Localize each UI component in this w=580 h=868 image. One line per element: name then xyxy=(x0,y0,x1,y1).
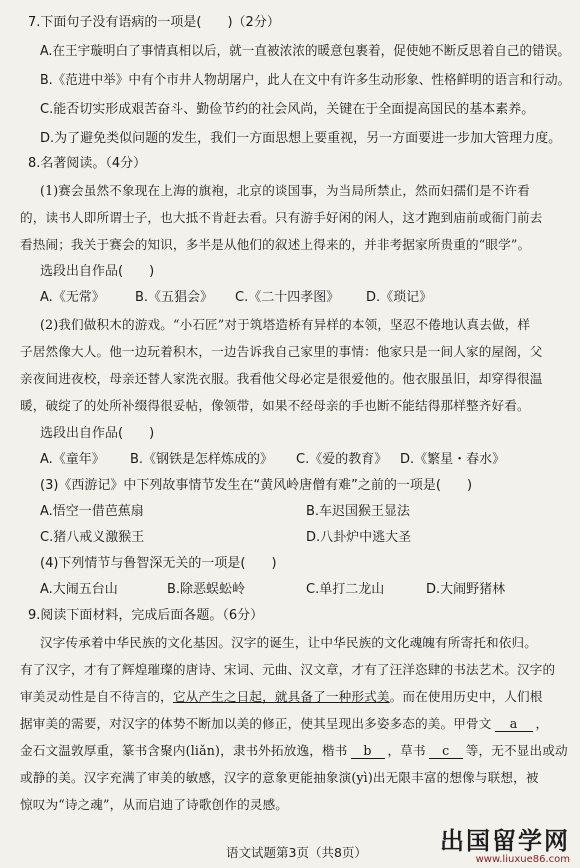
q8-part3-title: (3)《西游记》中下列故事情节发生在“黄风岭唐僧有难”之前的一项是( ) xyxy=(40,478,473,493)
q8-part4-title: (4)下列情节与鲁智深无关的一项是( ) xyxy=(40,556,277,571)
q9-text: 金石文温敦厚重，篆书含聚内(liǎn)，隶书外拓放逸，楷书 xyxy=(20,743,348,758)
q8-part1-option-c: C.《二十四孝图》 xyxy=(235,290,340,305)
q8-passage1-line: (1)赛会虽然不象现在上海的旗袍，北京的谈国事，为当局所禁止，然而妇孺们是不许看 xyxy=(40,183,530,198)
blank-a: a xyxy=(495,717,533,732)
q7-option-d: D.为了避免类似问题的发生，我们一方面思想上要重视，另一方面要进一步加大管理力度。 xyxy=(40,131,562,146)
blank-c: c xyxy=(429,744,463,759)
q8-part3-option-a: A.悟空一借芭蕉扇 xyxy=(40,504,144,519)
q8-part2-option-c: C.《爱的教育》 xyxy=(296,452,388,467)
q7-option-a: A.在王宇璇明白了事情真相以后，就一直被浓浓的暖意包裹着，促使她不断反思着自己的错误。 xyxy=(40,44,570,59)
blank-b: b xyxy=(351,744,385,759)
watermark-brand: 出国留学网 xyxy=(440,827,570,855)
watermark xyxy=(440,828,570,866)
q8-passage1-line: 的，读书人即所谓士子，也大抵不肯赶去看。只有游手好闲的闲人，这才跑到庙前或衙门前去 xyxy=(20,210,543,225)
q9-text: 据审美的需要，对汉字的体势不断加以美的修正，使其呈现出多姿多态的美。甲骨文 xyxy=(20,716,492,731)
q8-part2-option-b: B.《钢铁是怎样炼成的》 xyxy=(130,452,274,467)
q8-passage2-line: 暖，破绽了的处所补缀得很妥帖，像领带，如果不经母亲的手也断不能结得那样整齐好看。 xyxy=(20,398,530,413)
q8-part3-option-c: C.猪八戒义激猴王 xyxy=(40,530,145,545)
q9-text: ， xyxy=(535,716,549,731)
q8-passage2-line: 亲夜间进夜校，母亲还替人家洗衣服。我看他父母必定是很爱他的。他衣服虽旧，却穿得很温 xyxy=(20,371,543,386)
q8-part3-option-d: D.八卦炉中逃大圣 xyxy=(306,530,412,545)
q7-option-b: B.《范进中举》中有个市井人物胡屠户，此人在文中有许多生动形象、性格鲜明的语言和行动。 xyxy=(40,73,571,88)
q7-title: 7.下面句子没有语病的一项是( )（2分） xyxy=(28,15,280,30)
q9-material-line: 有了汉字，才有了辉煌璀璨的唐诗、宋词、元曲、汉文章，才有了汪洋恣肆的书法艺术。汉字的 xyxy=(20,662,556,677)
q8-part1-option-a: A.《无常》 xyxy=(40,290,105,305)
q8-passage2-line: 子居然像大人。他一边玩着积木，一边告诉我自己家里的事情：他家只是一间人家的屋阁，父 xyxy=(20,344,543,359)
q8-part1-prompt: 选段出自作品( ) xyxy=(40,264,155,279)
q8-part1-option-d: D.《琐记》 xyxy=(366,290,433,305)
q9-material-line: 惊叹为“诗之魂”，从而启迪了诗歌创作的灵感。 xyxy=(20,797,289,812)
q8-title: 8.名著阅读。（4分） xyxy=(28,156,147,171)
q9-material-line: 或静的美。汉字充满了审美的敏感，汉字的意象更能抽象演(yì)出无限丰富的想像与联想，被 xyxy=(20,770,539,785)
q9-text: 等，无不显出或动 xyxy=(465,743,568,758)
q8-part4-option-d: D.大闹野猪林 xyxy=(426,582,506,597)
q9-underlined-sentence: 它从产生之日起，就具备了一种形式美 xyxy=(172,689,390,704)
q9-title: 9.阅读下面材料，完成后面各题。（6分） xyxy=(28,608,264,623)
watermark-url: www.liuxue86.com xyxy=(475,854,570,865)
q8-part1-option-b: B.《五猖会》 xyxy=(135,290,214,305)
q8-part2-prompt: 选段出自作品( ) xyxy=(40,426,155,441)
q9-material-line: 汉字传承着中华民族的文化基因。汉字的诞生，让中华民族的文化魂魄有所寄托和依归。 xyxy=(40,635,538,650)
q9-material-line xyxy=(20,742,568,760)
q8-part2-option-a: A.《童年》 xyxy=(40,452,105,467)
q8-passage1-line: 看热闹；我关于赛会的知识，多半是从他们的叙述上得来的，并非考据家所贵重的“眼学”。 xyxy=(20,237,531,252)
q8-part4-option-b: B.除恶蜈蚣岭 xyxy=(167,582,246,597)
q9-text: 。而在使用历史中，人们根 xyxy=(389,689,543,704)
q9-material-line xyxy=(20,715,548,733)
q9-text: ，草书 xyxy=(387,743,426,758)
q8-passage2-line: (2)我们做积木的游戏。“小石匠”对于筑塔造桥有异样的本领，坚忍不倦地认真去做，样 xyxy=(40,317,531,332)
q8-part4-option-a: A.大闹五台山 xyxy=(40,582,118,597)
page-footer: 语文试题第3页（共8页） xyxy=(226,845,367,860)
q9-text: 审美灵动性是自不待言的， xyxy=(20,689,173,704)
q8-part2-option-d: D.《繁星・春水》 xyxy=(400,452,506,467)
q8-part3-option-b: B.车迟国猴王显法 xyxy=(306,504,411,519)
q7-option-c: C.能否切实形成艰苦奋斗、勤俭节约的社会风尚，关键在于全面提高国民的基本素养。 xyxy=(40,102,535,117)
q8-part4-option-c: C.单打二龙山 xyxy=(306,582,385,597)
q9-material-line xyxy=(20,688,543,706)
